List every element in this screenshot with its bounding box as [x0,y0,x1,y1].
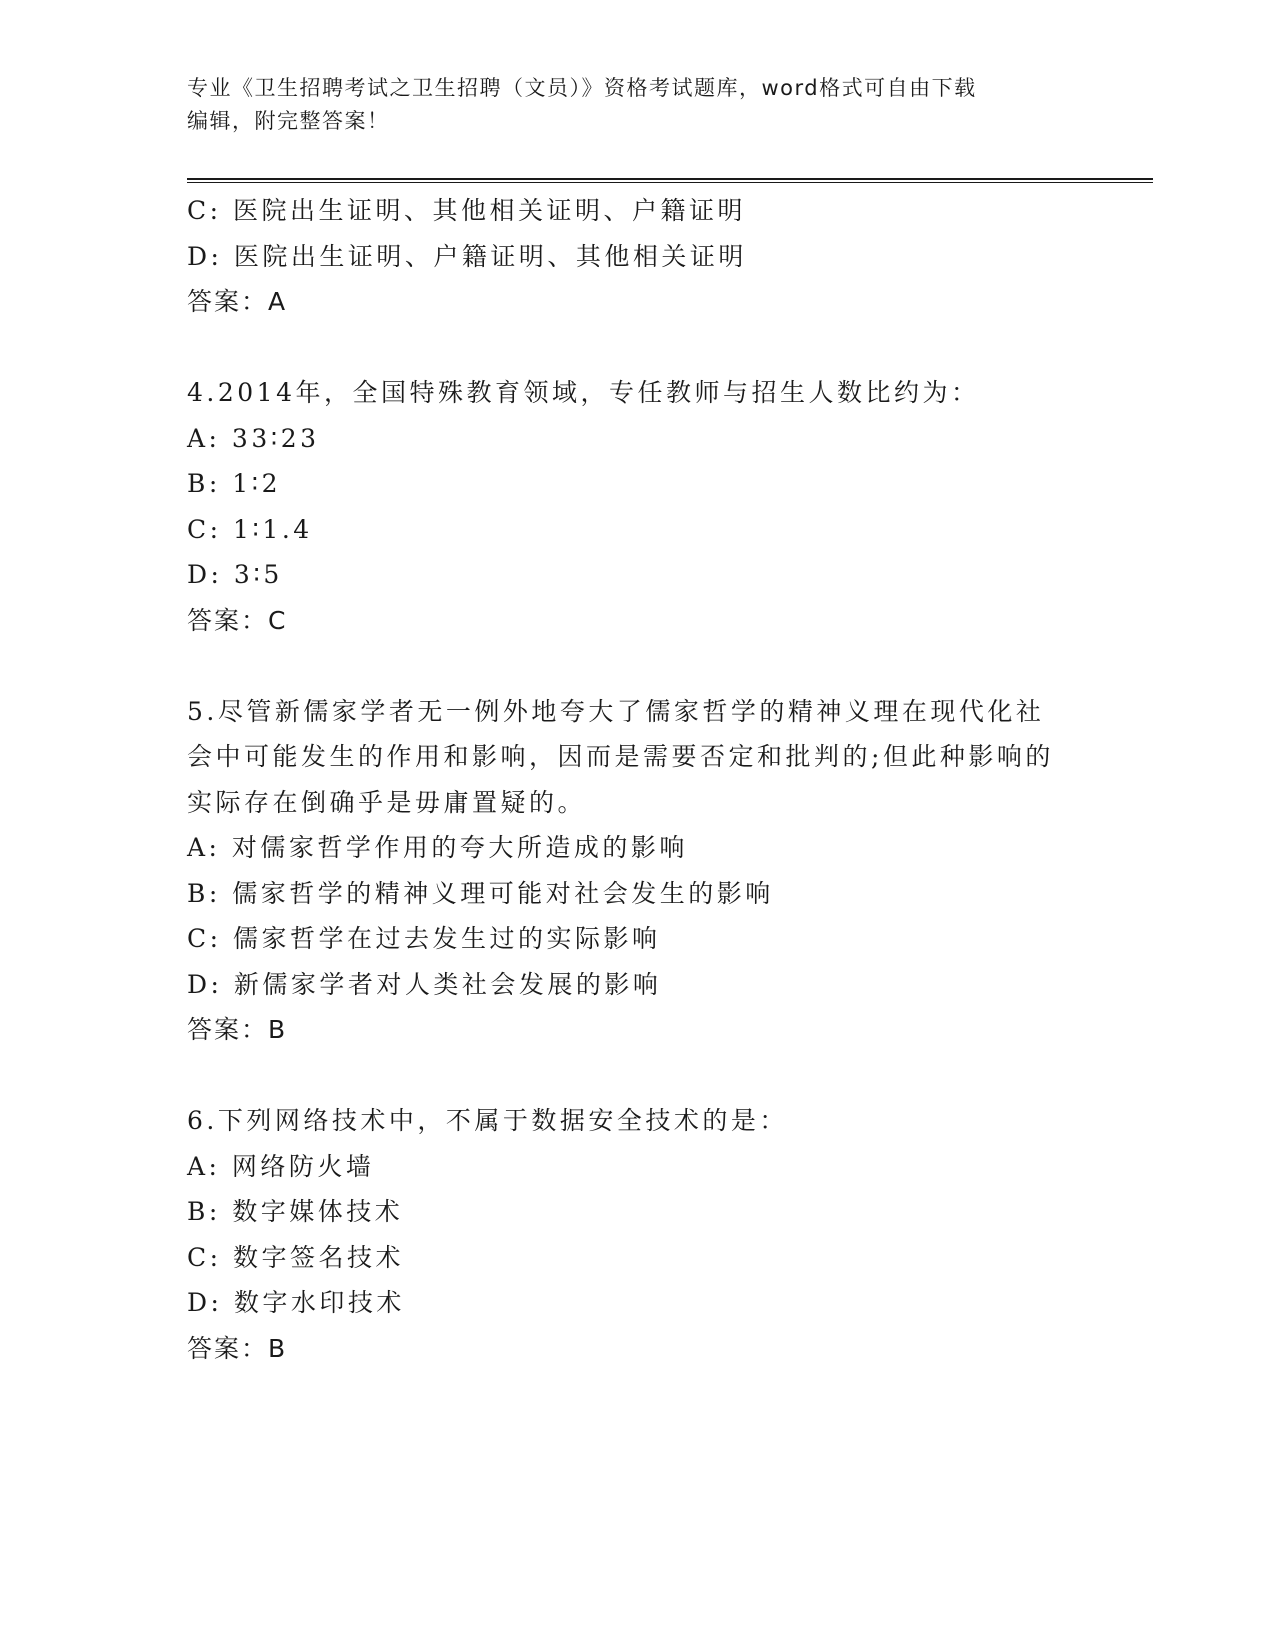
option-d: D: 数字水印技术 [187,1288,405,1317]
spacer [187,643,1087,689]
question-3 [187,188,1087,325]
option-a: A: 33∶23 [187,423,320,453]
answer: 答案：C [187,605,288,635]
option-c: C: 儒家哲学在过去发生过的实际影响 [187,924,661,953]
question-6 [187,1098,1087,1371]
question-stem-line-3: 实际存在倒确乎是毋庸置疑的。 [187,787,587,817]
question-5 [187,689,1087,1053]
option-c: C: 数字签名技术 [187,1242,404,1272]
option-b: B: 数字媒体技术 [187,1197,404,1226]
option-c: C: 医院出生证明、其他相关证明、户籍证明 [187,196,746,225]
answer: 答案：B [187,1333,288,1363]
answer: 答案：A [187,287,288,316]
option-c: C: 1∶1.4 [187,514,313,544]
option-a: A: 网络防火墙 [187,1151,375,1181]
document-header [187,72,1087,138]
option-b: B: 儒家哲学的精神义理可能对社会发生的影响 [187,878,774,908]
question-list [187,188,1087,1371]
answer: 答案：B [187,1015,288,1044]
question-stem-line-1: 5.尽管新儒家学者无一例外地夸大了儒家哲学的精神义理在现代化社 [187,696,1045,726]
header-title-line-2: 编辑，附完整答案！ [187,109,390,133]
option-d: D: 新儒家学者对人类社会发展的影响 [187,969,662,999]
question-stem: 6.下列网络技术中，不属于数据安全技术的是： [187,1106,788,1135]
option-d: D: 3∶5 [187,560,283,589]
spacer [187,325,1087,371]
question-4 [187,370,1087,643]
question-stem: 4.2014年，全国特殊教育领域，专任教师与招生人数比约为： [187,378,980,407]
question-stem-line-2: 会中可能发生的作用和影响，因而是需要否定和批判的;但此种影响的 [187,742,1054,771]
spacer [187,1053,1087,1099]
option-b: B: 1∶2 [187,469,282,498]
header-divider [187,178,1153,183]
option-d: D: 医院出生证明、户籍证明、其他相关证明 [187,241,747,271]
header-title-line-1: 专业《卫生招聘考试之卫生招聘（文员）》资格考试题库，word格式可自由下载 [187,76,977,100]
option-a: A: 对儒家哲学作用的夸大所造成的影响 [187,833,688,862]
